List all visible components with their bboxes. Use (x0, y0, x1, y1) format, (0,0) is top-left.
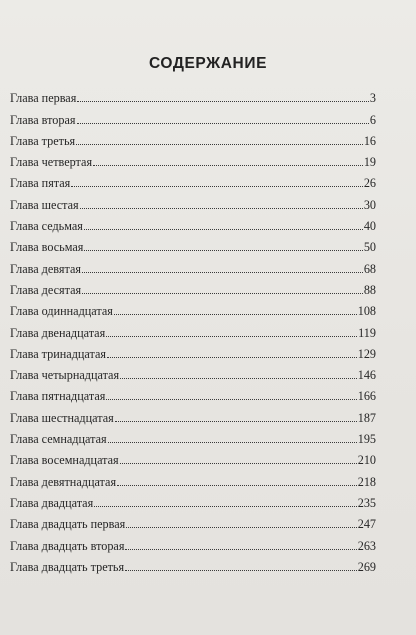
toc-entry (10, 467, 376, 488)
chapter-title: Глава третья (10, 133, 76, 148)
page-number: 40 (363, 219, 376, 234)
chapter-title: Глава тринадцатая (10, 346, 106, 361)
chapter-title: Глава восемнадцатая (10, 453, 119, 468)
chapter-title: Глава двадцать третья (10, 559, 125, 574)
toc-entry (10, 425, 376, 446)
chapter-title: Глава одиннадцатая (10, 304, 113, 319)
chapter-title: Глава девятнадцатая (10, 474, 117, 489)
page-number: 263 (357, 538, 376, 553)
dot-leader (77, 123, 369, 124)
page-number: 187 (357, 410, 376, 425)
page-number: 166 (357, 389, 376, 404)
chapter-title: Глава пятнадцатая (10, 389, 106, 404)
chapter-title: Глава семнадцатая (10, 432, 107, 447)
toc-entry (10, 446, 376, 467)
toc-entry (10, 510, 376, 531)
toc-entry (10, 190, 376, 211)
page-number: 108 (357, 304, 376, 319)
toc-entry (10, 382, 376, 403)
dot-leader (106, 336, 357, 337)
page-number: 210 (357, 453, 376, 468)
chapter-title: Глава десятая (10, 282, 82, 297)
chapter-title: Глава двадцать первая (10, 517, 126, 532)
page-number: 50 (363, 240, 376, 255)
toc-entry (10, 212, 376, 233)
chapter-title: Глава двенадцатая (10, 325, 106, 340)
dot-leader (106, 399, 356, 400)
dot-leader (82, 293, 363, 294)
chapter-title: Глава двадцать вторая (10, 538, 125, 553)
toc-entry (10, 297, 376, 318)
toc-entry (10, 403, 376, 424)
dot-leader (76, 144, 363, 145)
page-number: 68 (363, 261, 376, 276)
chapter-title: Глава седьмая (10, 219, 83, 234)
page-number: 16 (363, 133, 376, 148)
table-of-contents (10, 84, 376, 574)
chapter-title: Глава девятая (10, 261, 81, 276)
dot-leader (82, 272, 363, 273)
page-number: 30 (363, 197, 376, 212)
chapter-title: Глава пятая (10, 176, 71, 191)
toc-entry (10, 105, 376, 126)
chapter-title: Глава вторая (10, 112, 76, 127)
dot-leader (93, 165, 363, 166)
page-number: 247 (357, 517, 376, 532)
dot-leader (114, 314, 357, 315)
toc-entry (10, 553, 376, 574)
toc-entry (10, 169, 376, 190)
toc-entry (10, 531, 376, 552)
chapter-title: Глава первая (10, 91, 77, 106)
page-number: 235 (357, 495, 376, 510)
toc-entry (10, 340, 376, 361)
toc-entry (10, 148, 376, 169)
page-number: 195 (357, 432, 376, 447)
dot-leader (94, 506, 357, 507)
dot-leader (125, 549, 356, 550)
dot-leader (77, 101, 369, 102)
toc-entry (10, 318, 376, 339)
page-number: 129 (357, 346, 376, 361)
dot-leader (126, 527, 356, 528)
dot-leader (125, 570, 357, 571)
dot-leader (108, 442, 357, 443)
chapter-title: Глава шестая (10, 197, 79, 212)
page-number: 19 (363, 155, 376, 170)
page-number: 88 (363, 282, 376, 297)
page-number: 146 (357, 368, 376, 383)
chapter-title: Глава четырнадцатая (10, 368, 120, 383)
page-number: 119 (358, 325, 376, 340)
dot-leader (115, 421, 357, 422)
contents-heading: СОДЕРЖАНИЕ (148, 55, 268, 72)
dot-leader (120, 378, 357, 379)
page-number: 218 (357, 474, 376, 489)
toc-entry (10, 233, 376, 254)
chapter-title: Глава шестнадцатая (10, 410, 114, 425)
dot-leader (84, 229, 363, 230)
chapter-title: Глава четвертая (10, 155, 93, 170)
chapter-title: Глава двадцатая (10, 495, 94, 510)
dot-leader (80, 208, 363, 209)
dot-leader (120, 463, 357, 464)
toc-entry (10, 489, 376, 510)
dot-leader (107, 357, 357, 358)
dot-leader (71, 186, 363, 187)
toc-entry (10, 254, 376, 275)
chapter-title: Глава восьмая (10, 240, 84, 255)
page-number: 26 (363, 176, 376, 191)
dot-leader (84, 250, 362, 251)
toc-entry (10, 84, 376, 105)
toc-entry (10, 361, 376, 382)
page-number: 269 (357, 559, 376, 574)
toc-entry (10, 127, 376, 148)
dot-leader (117, 485, 357, 486)
toc-entry (10, 276, 376, 297)
page-number: 3 (369, 91, 376, 106)
page-number: 6 (369, 112, 376, 127)
